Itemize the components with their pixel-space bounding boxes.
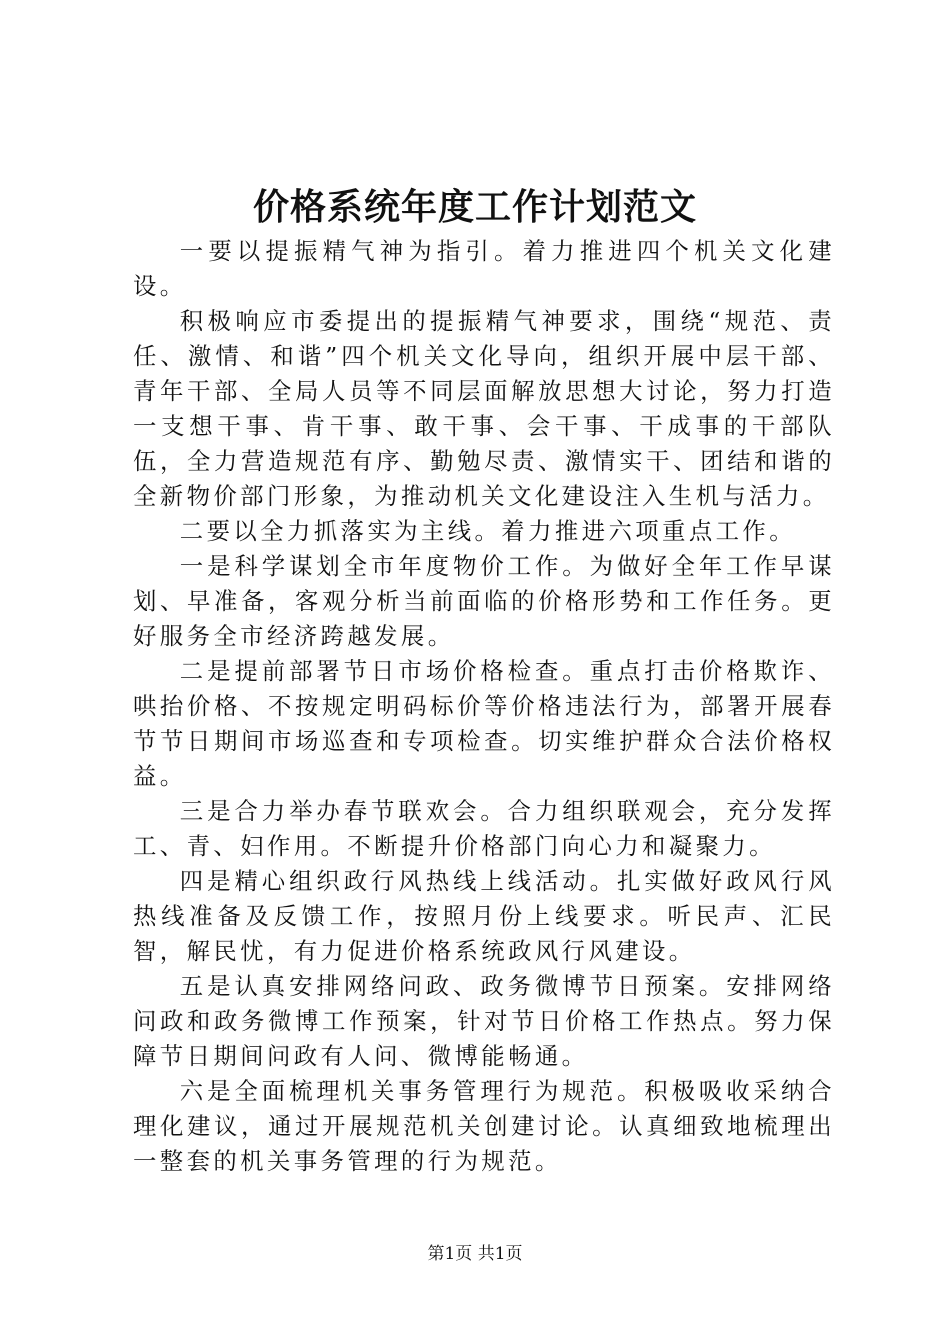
paragraph: 二是提前部署节日市场价格检查。重点打击价格欺诈、哄抬价格、不按规定明码标价等价格违法行为，部署开展春节节日期间市场巡查和专项检查。切实维护群众合法价格权益。 bbox=[133, 657, 835, 790]
paragraph: 一是科学谋划全市年度物价工作。为做好全年工作早谋划、早准备，客观分析当前面临的价格形势和工作任务。更好服务全市经济跨越发展。 bbox=[133, 552, 835, 650]
document-title: 价格系统年度工作计划范文 bbox=[252, 187, 697, 228]
paragraph: 五是认真安排网络问政、政务微博节日预案。安排网络问政和政务微博工作预案，针对节日价格工作热点。努力保障节日期间问政有人问、微博能畅通。 bbox=[133, 972, 835, 1070]
paragraph: 六是全面梳理机关事务管理行为规范。积极吸收采纳合理化建议，通过开展规范机关创建讨论。认真细致地梳理出一整套的机关事务管理的行为规范。 bbox=[133, 1077, 835, 1175]
document-body bbox=[133, 234, 835, 1179]
paragraph: 四是精心组织政行风热线上线活动。扎实做好政风行风热线准备及反馈工作，按照月份上线要求。听民声、汇民智，解民忧，有力促进价格系统政风行风建设。 bbox=[133, 867, 835, 965]
paragraph: 二要以全力抓落实为主线。着力推进六项重点工作。 bbox=[179, 517, 796, 545]
page-footer: 第1页 共1页 bbox=[427, 1244, 523, 1264]
paragraph: 三是合力举办春节联欢会。合力组织联观会，充分发挥工、青、妇作用。不断提升价格部门向心力和凝聚力。 bbox=[133, 797, 835, 860]
paragraph: 积极响应市委提出的提振精气神要求，围绕“规范、责任、激情、和谐”四个机关文化导向，组织开展中层干部、青年干部、全局人员等不同层面解放思想大讨论，努力打造一支想干事、肯干事、敢干事、会干事、干成事的干部队伍，全力营造规范有序、勤勉尽责、激情实干、团结和谐的全新物价部门形象，为推动机关文化建设注入生机与活力。 bbox=[133, 307, 835, 510]
paragraph: 一要以提振精气神为指引。着力推进四个机关文化建设。 bbox=[133, 237, 835, 300]
